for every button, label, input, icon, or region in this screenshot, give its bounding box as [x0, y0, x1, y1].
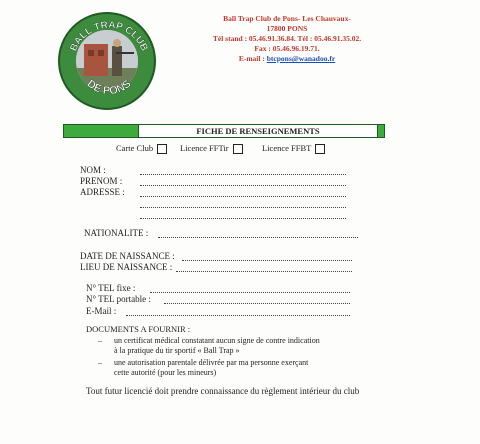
contact-email-label: E-mail :: [238, 54, 267, 63]
doc-item-2-line-1: une autorisation parentale délivrée par ma personne exerçant: [114, 358, 309, 367]
contact-fax: Fax : 05.46.96.19.71.: [254, 44, 320, 53]
contact-email-line: [182, 54, 392, 64]
contact-block: [182, 14, 392, 64]
label-nom: NOM :: [80, 165, 106, 175]
logo-ring-text: [60, 14, 156, 110]
contact-address: Ball Trap Club de Pons- Les Chauvaux-: [223, 14, 351, 23]
club-logo: [58, 12, 156, 110]
label-email: E-Mail :: [86, 306, 117, 316]
licence-ffbt: [262, 142, 325, 154]
title-band: [63, 124, 385, 138]
input-nationalite[interactable]: [158, 237, 358, 238]
bullet-dash-2: –: [98, 358, 102, 367]
input-tel-portable[interactable]: [164, 303, 350, 304]
input-tel-fixe[interactable]: [150, 292, 350, 293]
label-date-naissance: DATE DE NAISSANCE :: [80, 251, 175, 261]
logo-text-top: BALL TRAP CLUB: [68, 19, 150, 53]
label-lieu-naissance: LIEU DE NAISSANCE :: [80, 262, 173, 272]
input-adresse-3[interactable]: [140, 218, 346, 219]
input-nom[interactable]: [140, 174, 346, 175]
checkbox-ffbt[interactable]: [315, 144, 325, 154]
label-adresse: ADRESSE :: [80, 187, 125, 197]
form-title: FICHE DE RENSEIGNEMENTS: [138, 125, 378, 137]
input-adresse-2[interactable]: [140, 207, 346, 208]
checkbox-fftir[interactable]: [233, 144, 243, 154]
label-tel-fixe: N° TEL fixe :: [86, 283, 136, 293]
licence-carte-club: [116, 142, 167, 154]
doc-item-1-line-1: un certificat médical constatant aucun signe de contre indication: [114, 336, 320, 345]
licence-fftir: [180, 142, 243, 154]
documents-heading: DOCUMENTS A FOURNIR :: [86, 324, 191, 334]
logo-text-bottom: DE PONS: [84, 77, 134, 98]
doc-item-1-line-2: à la pratique du tir sportif « Ball Trap »: [114, 346, 240, 355]
input-date-naissance[interactable]: [182, 260, 352, 261]
svg-text:BALL TRAP CLUB: [68, 20, 149, 53]
doc-item-2-line-2: cette autorité (pour les mineurs): [114, 368, 217, 377]
licence-label-ffbt: Licence FFBT: [262, 143, 312, 153]
input-email[interactable]: [126, 315, 350, 316]
checkbox-carte-club[interactable]: [157, 144, 167, 154]
bullet-dash-1: –: [98, 336, 102, 345]
input-adresse-1[interactable]: [140, 196, 346, 197]
label-nationalite: NATIONALITE :: [84, 228, 149, 238]
input-prenom[interactable]: [140, 185, 346, 186]
contact-city: 17800 PONS: [266, 24, 308, 33]
licence-label-fftir: Licence FFTir: [180, 143, 229, 153]
label-tel-portable: N° TEL portable :: [86, 294, 151, 304]
svg-text:DE PONS: [85, 78, 134, 97]
label-prenom: PRENOM :: [80, 176, 123, 186]
footer-note: Tout futur licencié doit prendre connaissance du règlement intérieur du club: [86, 386, 360, 396]
input-lieu-naissance[interactable]: [176, 271, 352, 272]
contact-phones: Tél stand : 05.46.91.36.84. Tél : 05.46.91.35.02.: [212, 34, 362, 43]
licence-label-carte-club: Carte Club: [116, 143, 154, 153]
contact-email-link[interactable]: btcpons@wanadoo.fr: [266, 54, 336, 63]
